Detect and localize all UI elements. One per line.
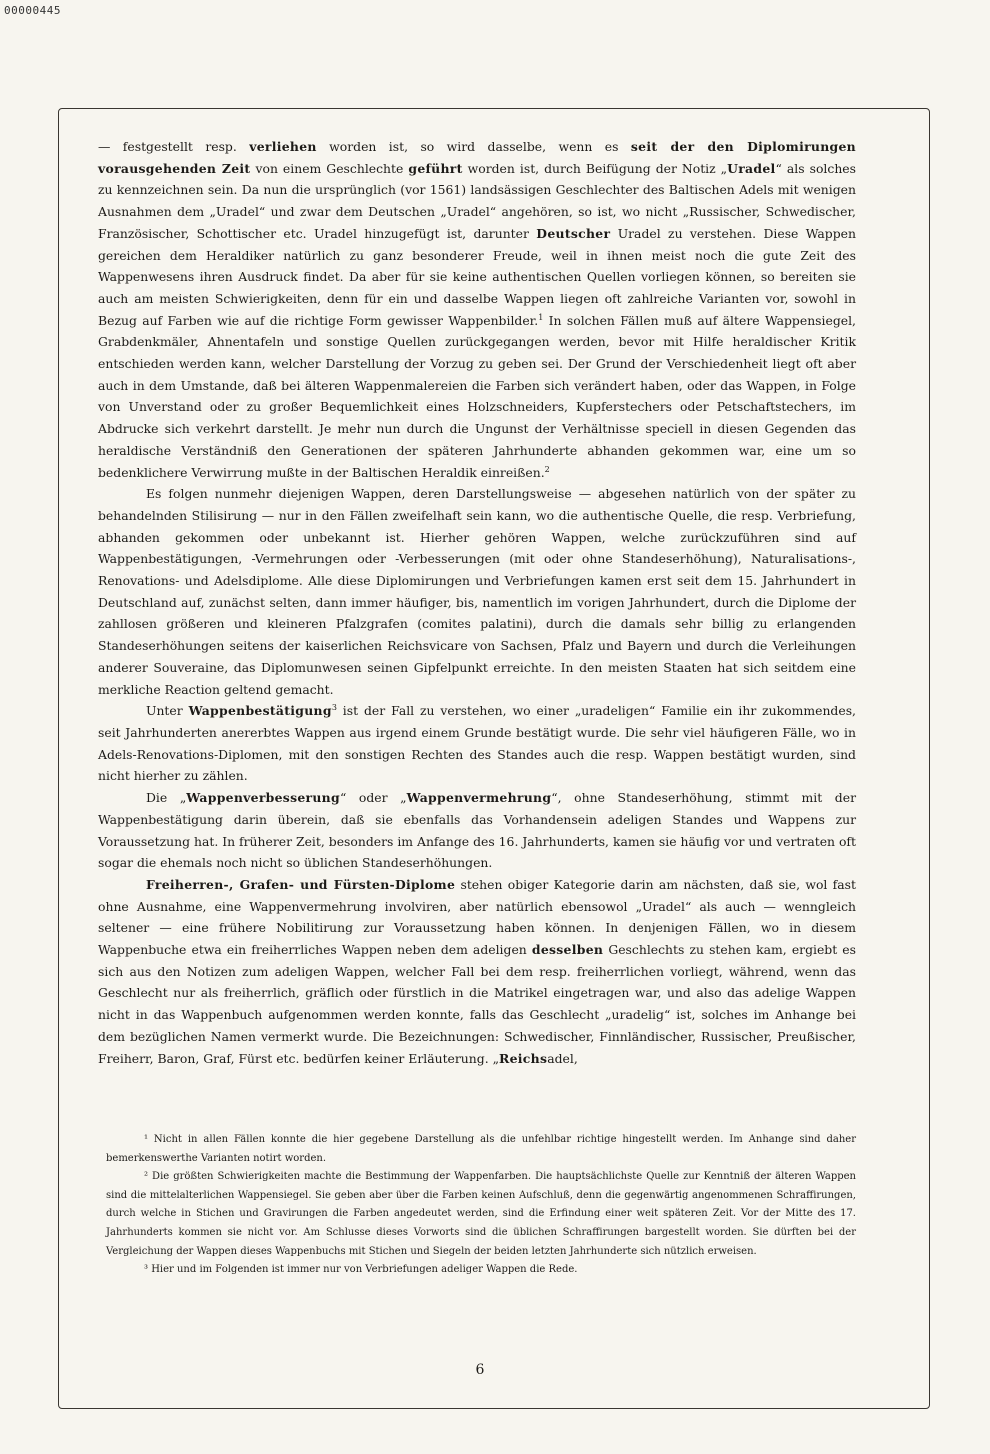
- text-run: worden ist, so wird dasselbe, wenn es: [316, 139, 631, 154]
- text-run: Uradel zu verstehen. Diese Wappen gereichen dem Heraldiker natürlich zu ganz besonderer Freude, weil in ihnen meist noch die gute Zeit des Wappenwesens ihren Ausdruck findet. Da aber für sie keine authentischen Quellen vorliegen können, so bereiten sie auch am meisten Schwierigkeiten, denn für ein und dasselbe Wappen liegen oft zahlreiche Varianten vor, sowohl in Bezug auf Farben wie auf die richtige Form gewisser Wappenbilder.: [98, 225, 856, 328]
- text-run: von einem Geschlechte: [250, 160, 409, 176]
- emphasized-term: desselben: [531, 942, 604, 958]
- emphasized-term: verliehen: [249, 139, 317, 154]
- text-run: “ als solches zu kennzeichnen sein. Da nun die ursprünglich (vor 1561) landsässigen Geschlechter des Baltischen Adels mit wenigen Ausnahmen dem „Uradel“ und zwar dem Deutschen „Uradel“ angehören, so ist, wo nicht „Russischer, Schwedischer, Französischer, Schottischer etc. Uradel hinzugefügt ist, darunter: [98, 160, 856, 241]
- text-run: stehen obiger Kategorie darin am nächsten, daß sie, wol fast ohne Ausnahme, eine Wappenvermehrung involviren, aber natürlich ebensowol „Uradel“ als auch — wenngleich seltener — eine frühere Nobilitirung zur Voraussetzung haben können. In denjenigen Fällen, wo in diesem Wappenbuche etwa ein freiherrliches Wappen neben dem adeligen: [98, 876, 856, 958]
- text-run: “ oder „: [339, 790, 407, 806]
- emphasized-term: Freiherren-, Grafen- und Fürsten-Diplome: [146, 876, 456, 892]
- emphasized-term: Deutscher: [536, 225, 611, 241]
- emphasized-term: Wappenverbesserung: [186, 790, 340, 806]
- text-run: adel,: [547, 1050, 578, 1066]
- footnote: ¹ Nicht in allen Fällen konnte die hier gegebene Darstellung als die unfehlbar richtige hingestellt werden. Im Anhange sind daher bemerkenswerthe Varianten notirt worden.: [106, 1134, 856, 1164]
- text-run: Es folgen nunmehr diejenigen Wappen, deren Darstellungsweise — abgesehen natürlich von der später zu behandelnden Stilisirung — nur in den Fällen zweifelhaft sein kann, wo die authentische Quelle, die resp. Verbriefung, abhanden gekommen oder unbekannt ist. Hierher gehören Wappen, welche zurückzuführen sind auf Wappenbestätigungen, -Vermehrungen oder -Verbesserungen (mit oder ohne Standeserhöhung), Naturalisations-, Renovations- und Adelsdiplome. Alle diese Diplomirungen und Verbriefungen kamen erst seit dem 15. Jahrhundert in Deutschland auf, zunächst selten, dann immer häufiger, bis, namentlich im vorigen Jahrhundert, durch die Diplome der zahllosen größeren und kleineren Pfalzgrafen (comites palatini), durch die damals sehr billig zu erlangenden Standeserhöhungen seitens der kaiserlichen Reichsvicare von Sachsen, Pfalz und Bayern und durch die Verleihungen anderer Souveraine, das Diplomunwesen seinen Gipfelpunkt erreichte. In den meisten Staaten hat sich seitdem eine merkliche Reaction geltend gemacht.: [98, 486, 856, 697]
- text-run: ist der Fall zu verstehen, wo einer „uradeligen“ Familie ein ihr zukommendes, seit Jahrhunderten anererbtes Wappen aus irgend einem Grunde bestätigt wurde. Die sehr viel häufigeren Fälle, wo in Adels-Renovations-Diplomen, mit den sonstigen Rechten des Standes auch die resp. Wappen bestätigt wurden, sind nicht hierher zu zählen.: [98, 703, 856, 784]
- scan-identifier: 00000445: [4, 4, 61, 17]
- emphasized-term: geführt: [408, 160, 463, 176]
- footnote: ² Die größten Schwierigkeiten machte die Bestimmung der Wappenfarben. Die hauptsächlichste Quelle zur Kenntniß der älteren Wappen sind die mittelalterlichen Wappensiegel. Sie geben aber über die Farben keinen Aufschluß, denn die gegenwärtig angenommenen Schraffirungen, durch welche in Stichen und Gravirungen die Farben angedeutet werden, sind die Erfindung einer weit späteren Zeit. Vor der Mitte des 17. Jahrhunderts kommen sie nicht vor. Am Schlusse dieses Vorworts sind die üblichen Schraffirungen bargestellt worden. Sie dürften bei der Vergleichung der Wappen dieses Wappenbuchs mit Stichen und Siegeln der beiden letzten Jahrhunderte sich nützlich erweisen.: [106, 1171, 856, 1257]
- text-run: Unter: [146, 703, 189, 719]
- text-run: “, ohne Standeserhöhung, stimmt mit der Wappenbestätigung darin überein, daß sie ebenfalls das Vorhandensein adeligen Standes und Wappens zur Voraussetzung hat. In früherer Zeit, besonders im Anfange des 16. Jahrhunderts, kamen sie häufig vor und vertraten oft sogar die ehemals noch nicht so üblichen Standeserhöhungen.: [98, 790, 856, 871]
- footnote-marker: 3: [331, 703, 337, 713]
- body-paragraph: [98, 787, 856, 874]
- text-run: Die „: [146, 790, 187, 806]
- text-run: worden ist, durch Beifügung der Notiz „: [462, 160, 728, 176]
- body-paragraph: [98, 483, 856, 700]
- footnote: ³ Hier und im Folgenden ist immer nur von Verbriefungen adeliger Wappen die Rede.: [144, 1264, 578, 1276]
- emphasized-term: Reichs: [499, 1050, 548, 1066]
- emphasized-term: Uradel: [727, 160, 776, 176]
- footnote-marker: 2: [544, 464, 550, 474]
- main-text-block: [98, 136, 856, 1069]
- footnote-marker: 1: [538, 312, 544, 322]
- page-number: 6: [475, 1362, 485, 1378]
- emphasized-term: Wappenvermehrung: [406, 790, 552, 806]
- body-paragraph: [98, 700, 856, 787]
- body-paragraph: [98, 136, 856, 483]
- emphasized-term: seit der den Diplomirungen vorausgehenden Zeit: [98, 139, 856, 176]
- text-run: — festgestellt resp.: [98, 139, 250, 154]
- footnotes-block: [106, 1131, 856, 1280]
- emphasized-term: Wappenbestätigung: [188, 703, 332, 719]
- text-run: Geschlechts zu stehen kam, ergiebt es sich aus den Notizen zum adeligen Wappen, welcher Fall bei dem resp. freiherrlichen vorliegt, während, wenn das Geschlecht nur als freiherrlich, gräflich oder fürstlich in die Matrikel eingetragen war, und also das adelige Wappen nicht in das Wappenbuch aufgenommen werden konnte, falls das Geschlecht „uradelig“ ist, solches im Anhange bei dem bezüglichen Namen vermerkt wurde. Die Bezeichnungen: Schwedischer, Finnländischer, Russischer, Preußischer, Freiherr, Baron, Graf, Fürst etc. bedürfen keiner Erläuterung. „: [98, 942, 856, 1066]
- text-run: In solchen Fällen muß auf ältere Wappensiegel, Grabdenkmäler, Ahnentafeln und sonstige Quellen zurückgegangen werden, bevor mit Hilfe heraldischer Kritik entschieden werden kann, welcher Darstellung der Vorzug zu geben sei. Der Grund der Verschiedenheit liegt oft aber auch in dem Umstande, daß bei älteren Wappenmalereien die Farben sich verändert haben, oder das Wappen, in Folge von Unverstand oder zu großer Bequemlichkeit eines Holzschneiders, Kupferstechers oder Petschaftstechers, im Abdrucke sich verkehrt darstellt. Je mehr nun durch die Ungunst der Verhältnisse speciell in diesen Gegenden das heraldische Verständniß den Generationen der späteren Jahrhunderte abhanden gekommen war, eine um so bedenklichere Verwirrung mußte in der Baltischen Heraldik einreißen.: [98, 312, 856, 480]
- body-paragraph: [98, 874, 856, 1069]
